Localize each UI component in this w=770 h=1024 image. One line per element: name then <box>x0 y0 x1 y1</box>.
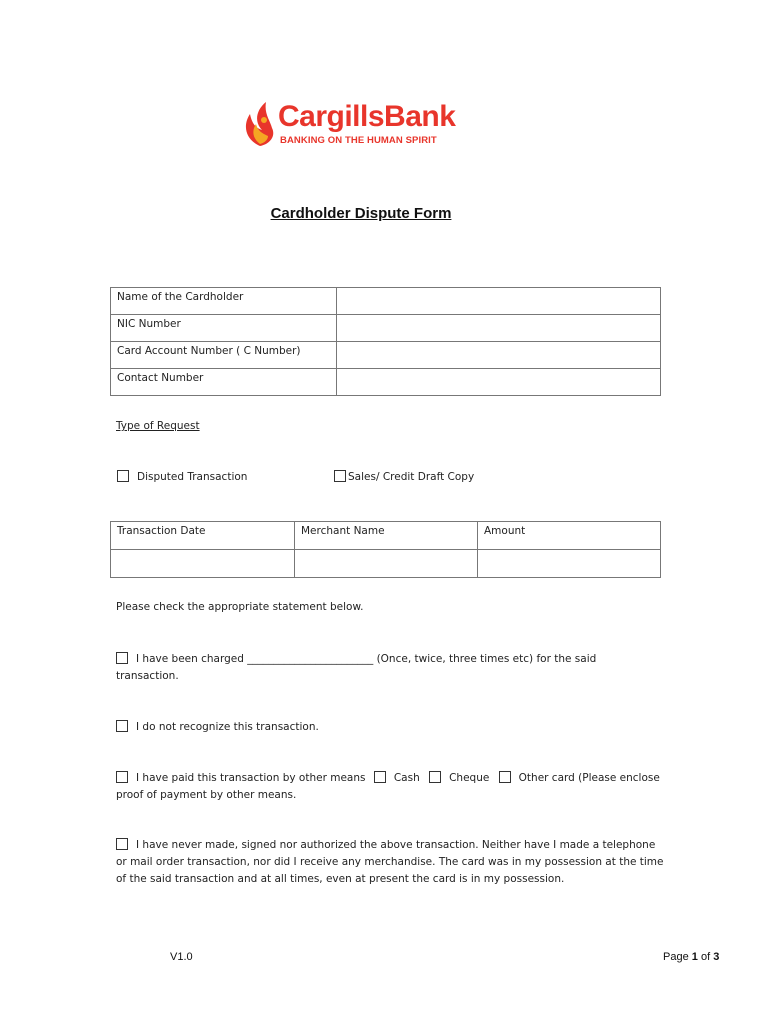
cardholder-details-table <box>110 287 661 396</box>
merchant-name-field[interactable] <box>295 550 478 578</box>
table-row <box>111 288 661 315</box>
cheque-label: Cheque <box>449 772 490 784</box>
transaction-table <box>110 521 661 578</box>
transaction-date-header: Transaction Date <box>111 522 295 550</box>
page-title: Cardholder Dispute Form <box>270 205 452 222</box>
table-header-row <box>111 522 661 550</box>
page-current: 1 <box>691 951 698 963</box>
card-account-number-label: Card Account Number ( C Number) <box>111 342 337 369</box>
bank-tagline: BANKING ON THE HUMAN SPIRIT <box>280 135 437 146</box>
merchant-name-header: Merchant Name <box>295 522 478 550</box>
disputed-transaction-label: Disputed Transaction <box>137 471 248 483</box>
table-row <box>111 342 661 369</box>
amount-header: Amount <box>478 522 661 550</box>
request-option-draft-copy <box>334 470 474 483</box>
paid-other-checkbox[interactable] <box>116 771 128 783</box>
page-of: of <box>700 951 711 963</box>
charged-text-cont: transaction. <box>116 670 179 682</box>
bank-name: CargillsBank <box>278 100 456 133</box>
other-card-label: Other card (Please enclose <box>518 772 660 784</box>
statement-paid-other <box>116 770 660 804</box>
page-number <box>663 951 719 963</box>
draft-copy-checkbox[interactable] <box>334 470 346 482</box>
draft-copy-label: Sales/ Credit Draft Copy <box>348 471 475 483</box>
paid-other-text: I have paid this transaction by other means <box>136 772 366 784</box>
flame-logo-icon <box>240 100 280 148</box>
nic-number-label: NIC Number <box>111 315 337 342</box>
never-made-checkbox[interactable] <box>116 838 128 850</box>
contact-number-label: Contact Number <box>111 369 337 396</box>
cheque-checkbox[interactable] <box>429 771 441 783</box>
never-made-text-2: or mail order transaction, nor did I receive any merchandise. The card was in my possession at the time <box>116 856 664 868</box>
page-total: 3 <box>713 951 720 963</box>
card-account-number-field[interactable] <box>337 342 661 369</box>
contact-number-field[interactable] <box>337 369 661 396</box>
table-row <box>111 550 661 578</box>
version-label: V1.0 <box>170 951 193 963</box>
not-recognize-text: I do not recognize this transaction. <box>136 721 319 733</box>
page-prefix: Page <box>663 951 689 963</box>
charged-text: I have been charged ________________________ (Once, twice, three times etc) for the said <box>136 653 597 665</box>
other-card-checkbox[interactable] <box>499 771 511 783</box>
table-row <box>111 315 661 342</box>
nic-number-field[interactable] <box>337 315 661 342</box>
cardholder-name-label: Name of the Cardholder <box>111 288 337 315</box>
statement-never-made <box>116 837 664 888</box>
cash-checkbox[interactable] <box>374 771 386 783</box>
statements-intro: Please check the appropriate statement below. <box>116 601 364 613</box>
cash-label: Cash <box>393 772 420 784</box>
statement-not-recognize <box>116 719 319 736</box>
request-option-disputed <box>117 470 247 483</box>
request-type-heading: Type of Request <box>116 420 200 432</box>
statement-charged <box>116 651 596 685</box>
charged-checkbox[interactable] <box>116 652 128 664</box>
paid-other-text-cont: proof of payment by other means. <box>116 789 297 801</box>
transaction-date-field[interactable] <box>111 550 295 578</box>
amount-field[interactable] <box>478 550 661 578</box>
table-row <box>111 369 661 396</box>
not-recognize-checkbox[interactable] <box>116 720 128 732</box>
never-made-text-3: of the said transaction and at all times, even at present the card is in my possession. <box>116 873 565 885</box>
bank-logo <box>240 100 460 150</box>
disputed-transaction-checkbox[interactable] <box>117 470 129 482</box>
cardholder-name-field[interactable] <box>337 288 661 315</box>
never-made-text-1: I have never made, signed nor authorized the above transaction. Neither have I made a telephone <box>136 839 656 851</box>
